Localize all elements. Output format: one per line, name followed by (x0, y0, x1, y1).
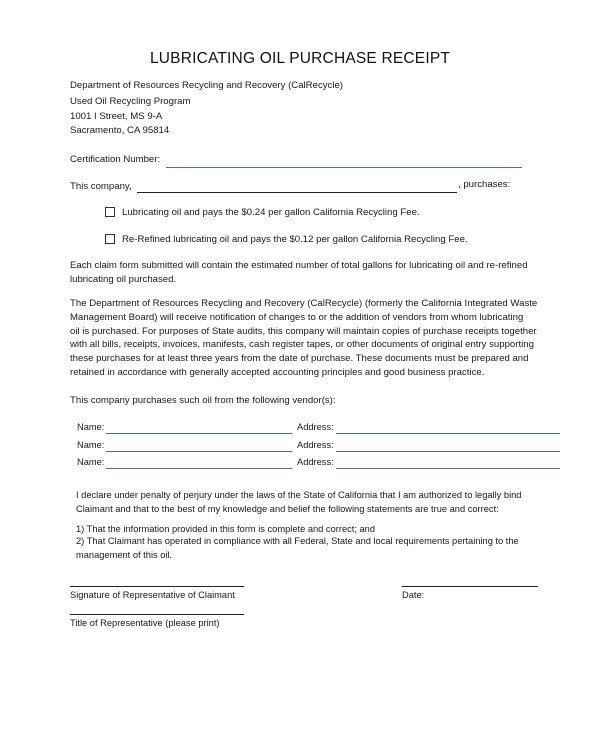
vendor-address-field[interactable] (336, 451, 560, 452)
vendor-name-field[interactable] (106, 468, 292, 469)
date-label: Date: (402, 590, 425, 600)
statement-2-line: 2) That Claimant has operated in compliance with all Federal, State and local requirements pertaining to the (76, 536, 519, 546)
vendor-row (0, 455, 600, 469)
notification-paragraph-line: Management Board) will receive notification of changes to or the addition of vendors from whom lubricating (70, 311, 524, 323)
claim-paragraph-line: Each claim form submitted will contain the estimated number of total gallons for lubricating oil and re-refined (70, 260, 528, 271)
page-title: LUBRICATING OIL PURCHASE RECEIPT (149, 50, 451, 67)
notification-paragraph-line: with all bills, receipts, invoices, manifests, cash register tapes, or other documents of original entry supporting (70, 339, 534, 351)
address-line-3: 1001 I Street, MS 9-A (70, 111, 163, 122)
signature-label: Signature of Representative of Claimant (70, 590, 235, 600)
declaration-line: Claimant and that to the best of my knowledge and belief the following statements are true and correct: (76, 503, 499, 514)
address-line-1: Department of Resources Recycling and Recovery (CalRecycle) (70, 80, 343, 91)
notification-paragraph-line: retained in accordance with generally accepted accounting principles and good business practice. (70, 366, 485, 378)
lubricating-oil-option-label: Lubricating oil and pays the $0.24 per gallon California Recycling Fee. (122, 207, 420, 218)
statement-1: 1) That the information provided in this form is complete and correct; and (76, 524, 376, 534)
declaration-line: I declare under penalty of perjury under the laws of the State of California that I am authorized to legally bind (76, 490, 522, 500)
declaration-paragraph (76, 489, 521, 517)
notification-paragraph-line: The Department of Resources Recycling and Recovery (CalRecycle) (formerly the California Integrated Waste (70, 298, 538, 309)
statement-2 (76, 535, 519, 563)
vendors-intro: This company purchases such oil from the following vendor(s): (70, 395, 336, 406)
notification-paragraph-line: oil is purchased. For purposes of State audits, this company will maintain copies of purchase receipts together (70, 325, 537, 337)
vendor-name-label: Name: (77, 440, 105, 450)
statement-2-line: management of this oil. (76, 549, 173, 560)
vendor-address-field[interactable] (336, 468, 560, 469)
vendor-address-field[interactable] (336, 433, 560, 434)
re-refined-oil-checkbox[interactable] (105, 234, 115, 244)
notification-paragraph (70, 297, 537, 380)
certification-number-field[interactable] (166, 167, 522, 168)
vendor-name-label: Name: (77, 457, 105, 467)
re-refined-oil-option-label: Re-Refined lubricating oil and pays the $0.12 per gallon California Recycling Fee. (122, 234, 468, 245)
claim-paragraph-line: lubricating oil purchased. (70, 273, 177, 285)
company-suffix: , purchases: (458, 179, 511, 190)
signature-field[interactable] (70, 586, 244, 587)
company-label: This company, (70, 181, 132, 192)
vendor-row (0, 420, 600, 434)
vendor-address-label: Address: (297, 422, 334, 432)
address-line-2: Used Oil Recycling Program (70, 96, 191, 107)
date-field[interactable] (402, 586, 538, 587)
vendor-row (0, 438, 600, 452)
company-name-field[interactable] (137, 192, 457, 193)
representative-title-label: Title of Representative (please print) (70, 618, 220, 628)
address-line-4: Sacramento, CA 95814 (70, 125, 170, 136)
representative-title-field[interactable] (70, 614, 244, 615)
vendor-name-label: Name: (77, 422, 105, 432)
vendor-address-label: Address: (297, 457, 334, 467)
vendor-address-label: Address: (297, 440, 334, 450)
vendor-name-field[interactable] (106, 433, 292, 434)
notification-paragraph-line: these purchases for at least three years from the date of purchase. These documents must be prepared and (70, 353, 529, 365)
lubricating-oil-checkbox[interactable] (105, 207, 115, 217)
vendor-name-field[interactable] (106, 451, 292, 452)
claim-paragraph (70, 259, 528, 287)
certification-number-label: Certification Number: (70, 154, 161, 165)
